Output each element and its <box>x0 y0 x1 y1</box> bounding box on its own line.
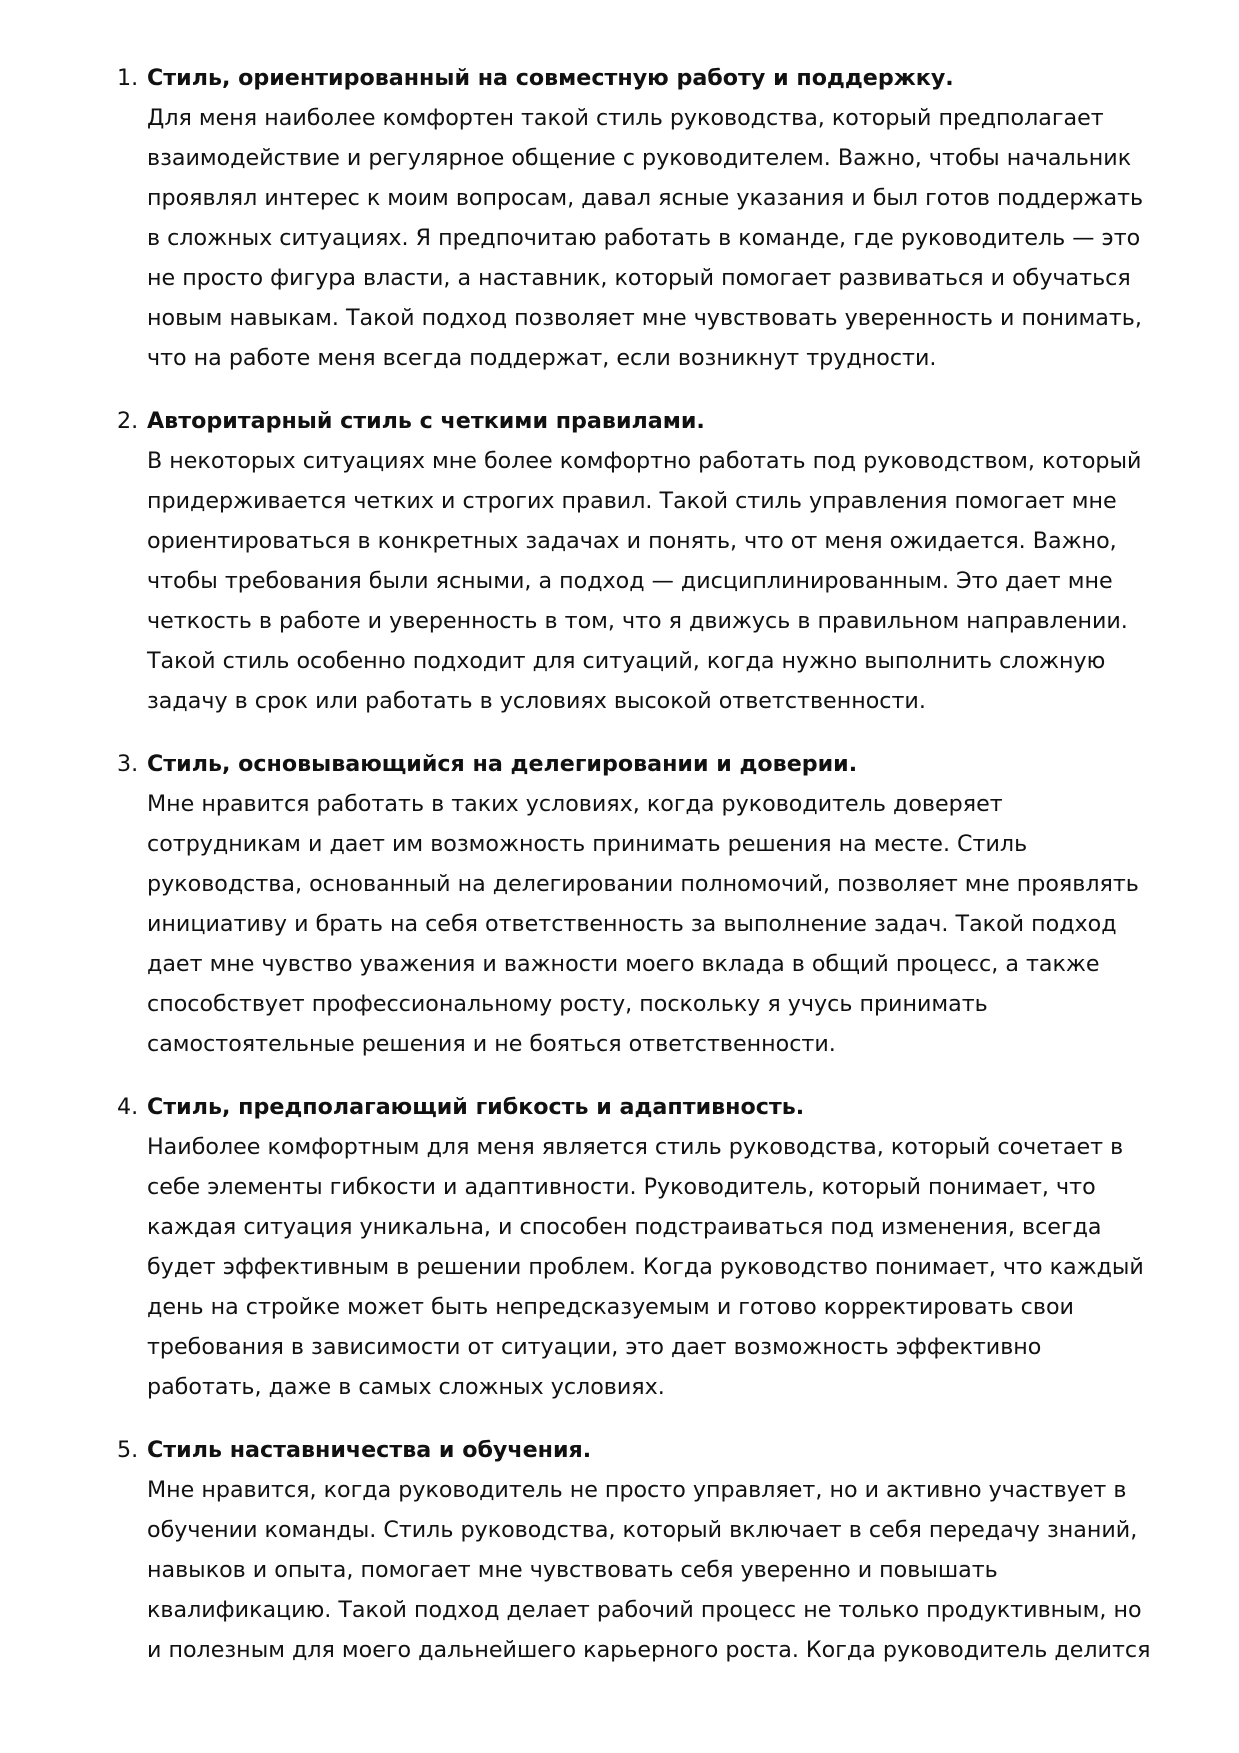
item-title: Стиль, основывающийся на делегировании и доверии. <box>147 751 858 777</box>
item-title: Авторитарный стиль с четкими правилами. <box>147 408 705 434</box>
list-item <box>0 58 1157 378</box>
document-page <box>0 58 1239 1693</box>
item-number: 1. <box>117 65 139 91</box>
list-item <box>0 1087 1157 1407</box>
item-number: 5. <box>117 1437 139 1463</box>
item-body: Мне нравится работать в таких условиях, когда руководитель доверяет сотрудникам и дает им возможность принимать решения на месте. Стиль руководства, основанный на делегировании полномочий, позволяет мне проявлять инициативу и брать на себя ответственность за выполнение задач. Такой подход дает мне чувство уважения и важности моего вклада в общий процесс, а также способствует профессиональному росту, поскольку я учусь принимать самостоятельные решения и не бояться ответственности. <box>147 791 1139 1057</box>
list-item <box>0 1430 1157 1670</box>
item-body: В некоторых ситуациях мне более комфортно работать под руководством, который придерживается четких и строгих правил. Такой стиль управления помогает мне ориентироваться в конкретных задачах и понять, что от меня ожидается. Важно, чтобы требования были ясными, а подход — дисциплинированным. Это дает мне четкость в работе и уверенность в том, что я движусь в правильном направлении. Такой стиль особенно подходит для ситуаций, когда нужно выполнить сложную задачу в срок или работать в условиях высокой ответственности. <box>147 448 1142 714</box>
item-number: 4. <box>117 1094 139 1120</box>
item-number: 3. <box>117 751 139 777</box>
item-number: 2. <box>117 408 139 434</box>
item-title: Стиль наставничества и обучения. <box>147 1437 592 1463</box>
numbered-list <box>0 58 1239 1670</box>
item-title: Стиль, предполагающий гибкость и адаптивность. <box>147 1094 805 1120</box>
list-item <box>0 401 1157 721</box>
item-body: Мне нравится, когда руководитель не просто управляет, но и активно участвует в обучении команды. Стиль руководства, который включает в себя передачу знаний, навыков и опыта, помогает мне чувствовать себя уверенно и повышать квалификацию. Такой подход делает рабочий процесс не только продуктивным, но и полезным для моего дальнейшего карьерного роста. Когда руководитель делится <box>147 1477 1151 1663</box>
item-body: Для меня наиболее комфортен такой стиль руководства, который предполагает взаимодействие и регулярное общение с руководителем. Важно, чтобы начальник проявлял интерес к моим вопросам, давал ясные указания и был готов поддержать в сложных ситуациях. Я предпочитаю работать в команде, где руководитель — это не просто фигура власти, а наставник, который помогает развиваться и обучаться новым навыкам. Такой подход позволяет мне чувствовать уверенность и понимать, что на работе меня всегда поддержат, если возникнут трудности. <box>147 105 1144 371</box>
list-item <box>0 744 1157 1064</box>
item-body: Наиболее комфортным для меня является стиль руководства, который сочетает в себе элементы гибкости и адаптивности. Руководитель, который понимает, что каждая ситуация уникальна, и способен подстраиваться под изменения, всегда будет эффективным в решении проблем. Когда руководство понимает, что каждый день на стройке может быть непредсказуемым и готово корректировать свои требования в зависимости от ситуации, это дает возможность эффективно работать, даже в самых сложных условиях. <box>147 1134 1144 1400</box>
item-title: Стиль, ориентированный на совместную работу и поддержку. <box>147 65 954 91</box>
